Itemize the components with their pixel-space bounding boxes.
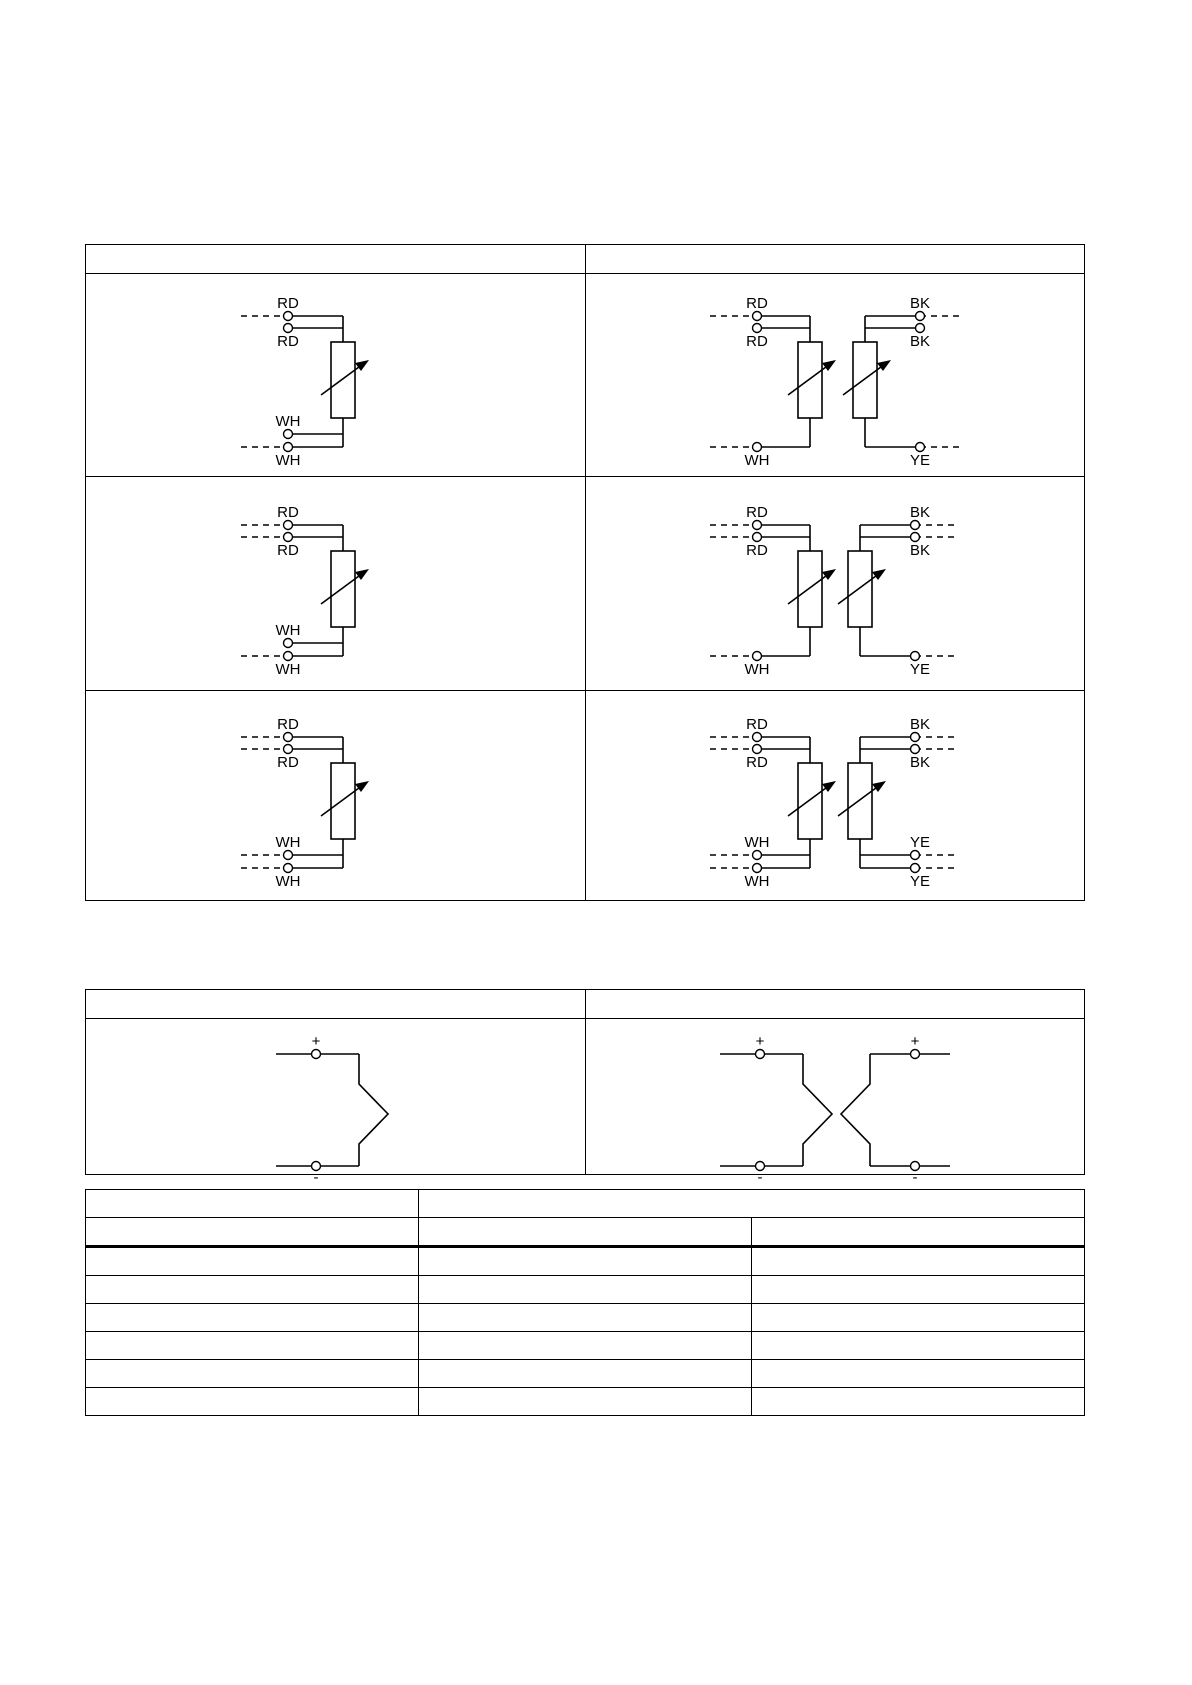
color-code-table [85,1189,1085,1416]
tc-table-header-row [86,990,1085,1019]
rtd-single-2wire-diagram [236,285,436,469]
tc-dual-diagram [715,1027,955,1186]
table-cell [419,1247,752,1276]
rtd-row-3 [86,691,1085,901]
table-row [86,1360,1085,1388]
lead-label: YE [909,660,931,678]
lead-label: RD [276,753,299,771]
table-cell [752,1276,1085,1304]
lead-label: RD [276,541,299,559]
rtd-dual-2wire-diagram [705,285,965,469]
lead-label: RD [276,295,299,312]
rtd-dual-3wire-diagram [705,494,965,678]
rtd-dual-4wire-cell [586,691,1085,901]
table-cell [419,1190,1085,1218]
lead-label: BK [909,333,931,350]
polarity-label: + [755,1032,765,1050]
lead-label: RD [746,295,768,312]
lead-label: YE [909,872,931,890]
table-cell [752,1247,1085,1276]
polarity-label: - [757,1168,763,1186]
polarity-label: + [910,1032,920,1050]
table-cell [86,1332,419,1360]
lead-label: WH [744,452,770,469]
table-cell [419,1360,752,1388]
tc-single-diagram [271,1027,401,1186]
rtd-header-dual [586,245,1085,274]
table-row [86,1190,1085,1218]
table-cell [419,1332,752,1360]
rtd-single-4wire-diagram [236,706,436,890]
lead-label: RD [746,715,768,733]
table-cell [752,1360,1085,1388]
lead-label: RD [746,753,768,771]
table-row [86,1388,1085,1416]
table-cell [752,1388,1085,1416]
rtd-dual-2wire-cell [586,274,1085,477]
lead-label: RD [746,333,768,350]
lead-label: RD [276,333,299,350]
rtd-table-header-row [86,245,1085,274]
tc-dual-cell [586,1019,1085,1186]
lead-label: WH [275,833,300,851]
lead-label: BK [909,715,931,733]
table-cell [419,1304,752,1332]
polarity-label: - [912,1168,918,1186]
table-cell [86,1276,419,1304]
lead-label: BK [909,753,931,771]
tc-header-dual [586,990,1085,1019]
lead-label: RD [746,541,768,559]
lead-label: WH [744,660,770,678]
polarity-label: - [313,1168,318,1186]
table-cell [86,1388,419,1416]
lead-label: WH [744,833,770,851]
lead-label: RD [276,503,299,521]
table-cell [86,1190,419,1218]
rtd-wiring-table [85,244,1085,901]
rtd-single-3wire-diagram [236,494,436,678]
table-cell [752,1304,1085,1332]
rtd-single-2wire-cell [86,274,586,477]
rtd-dual-3wire-cell [586,477,1085,691]
table-cell [86,1247,419,1276]
lead-label: WH [275,660,300,678]
lead-label: WH [275,621,300,639]
table-cell [419,1276,752,1304]
lead-label: WH [275,452,300,469]
lead-label: BK [909,295,931,312]
lead-label: BK [909,503,931,521]
lead-label: RD [276,715,299,733]
rtd-header-single [86,245,586,274]
table-cell [86,1360,419,1388]
rtd-row-2 [86,477,1085,691]
lead-label: RD [746,503,768,521]
table-cell [86,1304,419,1332]
table-cell [419,1388,752,1416]
table-cell [86,1218,419,1247]
thermocouple-wiring-table [85,989,1085,1186]
rtd-single-3wire-cell [86,477,586,691]
table-cell [419,1218,752,1247]
table-row [86,1332,1085,1360]
table-row [86,1218,1085,1247]
table-row [86,1276,1085,1304]
table-row [86,1304,1085,1332]
tc-single-cell [86,1019,586,1186]
tc-row [86,1019,1085,1175]
lead-label: WH [275,413,300,430]
rtd-single-4wire-cell [86,691,586,901]
rtd-dual-4wire-diagram [705,706,965,890]
table-cell [752,1218,1085,1247]
lead-label: YE [909,452,931,469]
rtd-row-1 [86,274,1085,477]
tc-header-single [86,990,586,1019]
lead-label: YE [909,833,931,851]
lead-label: WH [275,872,300,890]
table-row [86,1247,1085,1276]
lead-label: BK [909,541,931,559]
lead-label: WH [744,872,770,890]
polarity-label: + [311,1032,320,1050]
table-cell [752,1332,1085,1360]
